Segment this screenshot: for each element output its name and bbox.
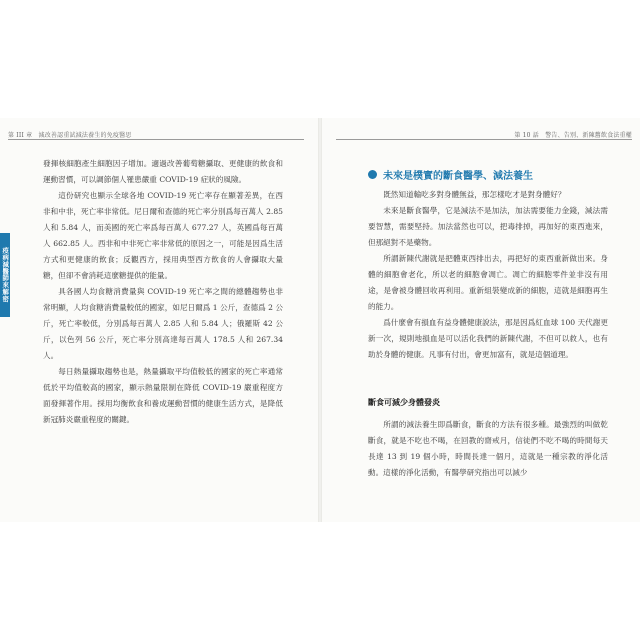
right-body-text-b	[368, 417, 608, 481]
side-tab-label: 疫病減醫師來解密	[1, 247, 10, 303]
paragraph: 每日熱量攝取趨勢也是，熱量攝取平均值較低的國家的死亡率通常低於平均值較高的國家，顯示熱量限制在降低 COVID-19 嚴重程度方面發揮著作用。採用均衡飲食和養成運動習慣的健康生活方式，是降低新冠肺炎嚴重程度的關鍵。	[43, 367, 283, 424]
paragraph: 所謂的減法養生即爲斷食，斷食的方法有很多種。最強烈的叫做乾斷食，就是不吃也不喝，在回教的齋戒月，信徒們不吃不喝的時間每天長達 13 到 19 個小時，時間長達一個月，這就是一種宗教的淨化活動。這樣的淨化活動，有醫學研究指出可以減少	[368, 420, 608, 477]
paragraph: 爲什麼會有損血有益身體健康說法，那是因爲紅血球 100 天代謝更新一次，規則地損血是可以活化我們的新陳代謝，不但可以救人，也有助於身體的健康。凡事有付出，會更加富有，就是這個道理。	[368, 318, 608, 359]
paragraph: 所謂新陳代謝就是把體東西排出去，再把好的東西重新做出來。身體的細胞會老化，所以老的細胞會凋亡。凋亡的細胞零件並非沒有用途，是會被身體回收再利用。重新組裝變成新的細胞，這就是細胞再生的能力。	[368, 254, 608, 311]
filled-circle-bullet-icon	[368, 170, 377, 179]
header-rule-left	[8, 139, 304, 140]
paragraph: 具各國人均食糖消費量與 COVID-19 死亡率之間的總體趨勢也非常明顯，人均食糖消費量較低的國家，如尼日爾爲 1 公斤，查德爲 2 公斤，死亡率較低，分別爲每百萬人 2.85 人和 5.84 人；俄羅斯 42 公斤，以色列 56 公斤，死亡率分別高達每百萬人 178.5 人和 267.34 人。	[43, 287, 283, 360]
header-rule-right	[336, 139, 632, 140]
section-heading-text: 未來是樸實的斷食醫學、減法養生	[383, 170, 533, 182]
right-body-text-a	[368, 187, 608, 363]
running-head-right: 第 10 話 警告、告別、新陳舊飲食法重權	[514, 132, 632, 139]
paragraph: 未來是斷食醫學，它是減法不是加法，加法需要能力金錢，減法需要智慧，需要堅持。加法當然也可以，把毒排掉，再加好的東西進來，但那絕對不是藥物。	[368, 206, 608, 247]
paragraph: 既然知道輸吃多對身體無益，那怎樣吃才是對身體好？	[383, 190, 566, 199]
running-head-left: 第 III 章 減改善認重試減法養生的免疫醫思	[8, 132, 132, 139]
left-body-text	[43, 156, 283, 428]
paragraph: 發揮核細胞產生細胞因子增加。適過改善葡萄糖攝取、更健康的飲食和運動習慣，可以調節個人罹患嚴重 COVID-19 症狀的風險。	[43, 159, 283, 184]
right-page	[322, 118, 640, 522]
chapter-side-tab	[0, 233, 10, 317]
subheading: 斷食可減少身體發炎	[368, 398, 440, 407]
left-page	[0, 118, 318, 522]
section-heading	[368, 166, 618, 182]
paragraph: 這份研究也顯示全球各地 COVID-19 死亡率存在顯著差異，在西非和中非，死亡率非常低。尼日爾和查德的死亡率分別爲每百萬人 2.85 人和 5.84 人，而美國的死亡率爲每百萬人 677.27 人，英國爲每百萬人 662.85 人。西非和中非死亡率非常低的原因之一，可能是因爲生活方式和更健康的飲食；反觀西方，採用典型西方飲食的人會攝取大量糖，但卻不會消耗這麼糖提供的能量。	[43, 191, 283, 280]
